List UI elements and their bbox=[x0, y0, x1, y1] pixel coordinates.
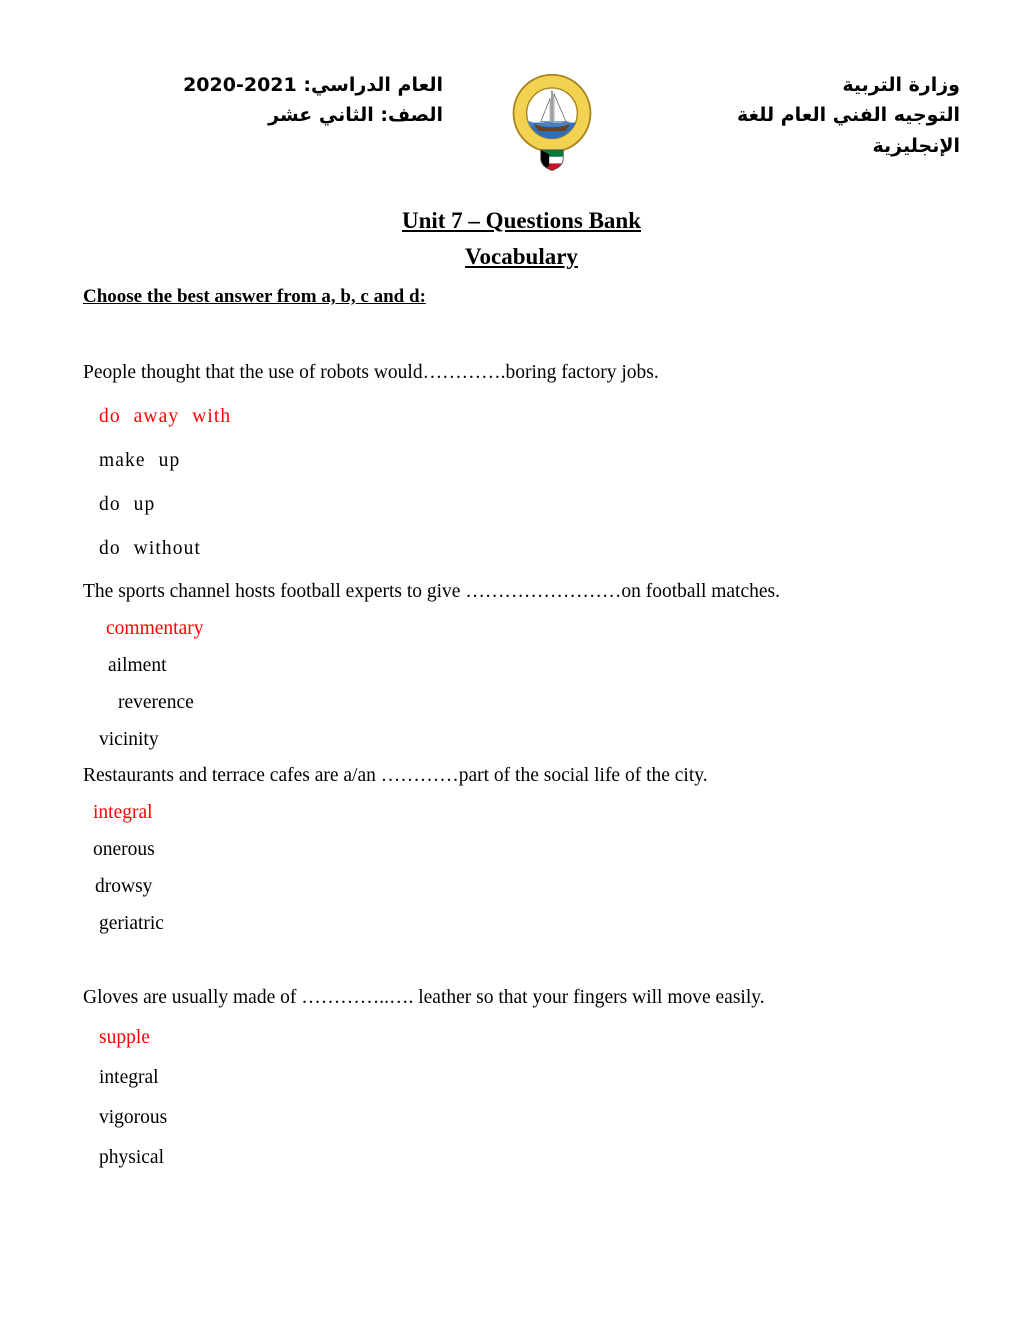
answer-option: integral bbox=[93, 802, 153, 824]
question-text: Gloves are usually made of …………..…. leather so that your fingers will move easily. bbox=[83, 987, 765, 1009]
header-left-block bbox=[83, 70, 443, 131]
title-block bbox=[83, 203, 960, 274]
answer-option: do up bbox=[99, 494, 156, 516]
question-2 bbox=[83, 579, 960, 753]
header-right-block bbox=[660, 70, 960, 161]
answer-option: ailment bbox=[108, 655, 167, 677]
question-text: People thought that the use of robots would………….boring factory jobs. bbox=[83, 362, 659, 384]
answer-option: commentary bbox=[106, 618, 204, 640]
question-1 bbox=[83, 360, 960, 562]
grade-level: الصف: الثاني عشر bbox=[268, 104, 443, 127]
answer-option: integral bbox=[99, 1067, 159, 1089]
document-subtitle: Vocabulary bbox=[465, 243, 578, 269]
directorate-name: التوجيه الفني العام للغة الإنجليزية bbox=[737, 104, 960, 157]
answer-option: make up bbox=[99, 450, 181, 472]
answer-option: do away with bbox=[99, 406, 232, 428]
academic-year: العام الدراسي: 2021-2020 bbox=[183, 74, 443, 96]
answer-option: do without bbox=[99, 538, 201, 560]
instruction-heading: Choose the best answer from a, b, c and d: bbox=[83, 286, 426, 308]
kuwait-emblem-icon bbox=[505, 72, 599, 177]
answer-option: vicinity bbox=[99, 729, 159, 751]
answer-option: physical bbox=[99, 1147, 164, 1169]
answer-option: onerous bbox=[93, 839, 155, 861]
question-text: The sports channel hosts football experts to give ……………………on football matches. bbox=[83, 581, 781, 603]
page-header bbox=[83, 70, 960, 177]
question-3 bbox=[83, 763, 960, 937]
answer-option: geriatric bbox=[99, 913, 164, 935]
answer-option: drowsy bbox=[95, 876, 153, 898]
question-4 bbox=[83, 985, 960, 1171]
answer-option: vigorous bbox=[99, 1107, 168, 1129]
document-title: Unit 7 – Questions Bank bbox=[401, 208, 641, 233]
answer-option: supple bbox=[99, 1027, 150, 1049]
question-text: Restaurants and terrace cafes are a/an …………part of the social life of the city. bbox=[83, 765, 708, 787]
answer-option: reverence bbox=[118, 692, 194, 714]
ministry-name: وزارة التربية bbox=[842, 74, 960, 96]
